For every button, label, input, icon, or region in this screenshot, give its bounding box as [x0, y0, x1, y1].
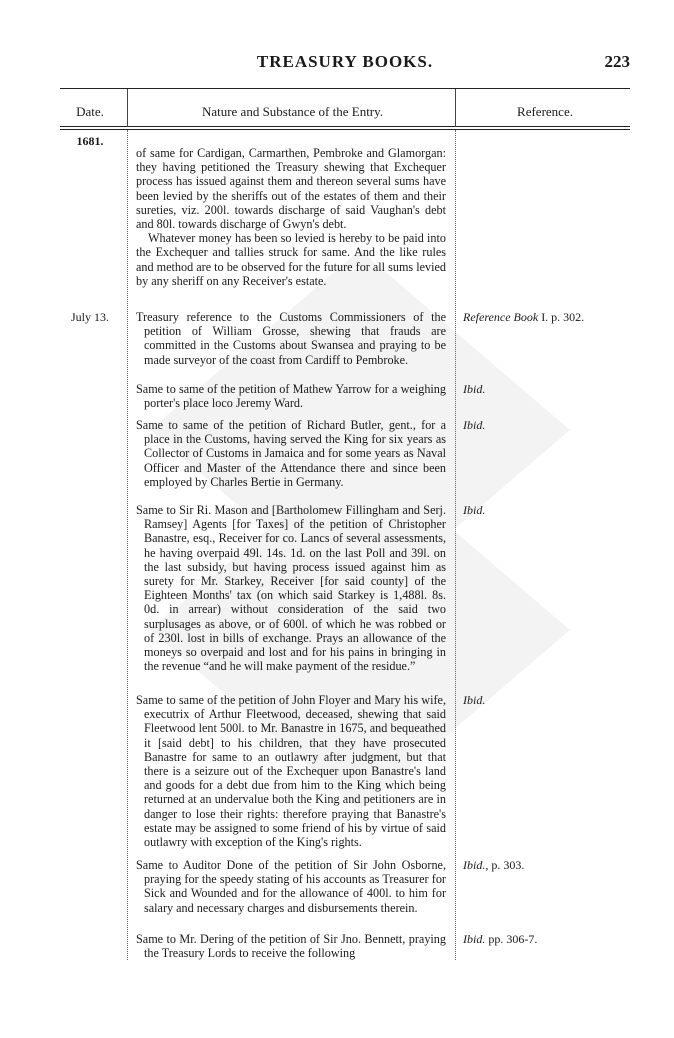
reference-source: Ibid.: [463, 693, 486, 707]
entry-paragraph: Same to Auditor Done of the petition of Sir John Osborne, praying for the speedy stating of his accounts as Treasurer for Sick and Wounded and for the allowance of 400l. to him for salary and necessary charges and disbursements therein.: [136, 858, 446, 915]
entry-reference: [463, 310, 633, 325]
entry-reference: [463, 932, 633, 947]
entry-text: [136, 310, 446, 367]
entry-text: [136, 858, 446, 915]
entry-date: July 13.: [70, 310, 109, 324]
column-divider-1: [127, 89, 128, 127]
header-top-rule: [60, 88, 630, 89]
column-heading-reference: Reference.: [517, 104, 573, 119]
entry-text: [136, 382, 446, 410]
entry-reference: [463, 418, 633, 433]
reference-page: , p. 303.: [485, 858, 525, 872]
page-header: [60, 52, 630, 76]
reference-source: Ibid.: [463, 932, 486, 946]
reference-page: pp. 306-7.: [485, 932, 538, 946]
reference-source: Ibid.: [463, 418, 486, 432]
entry-paragraph: Same to Sir Ri. Mason and [Bartholomew Fillingham and Serj. Ramsey] Agents [for Taxes] of the petition of Christopher Banastre, esq., Receiver for co. Lancs of several assessments, he having overpaid 49l. 14s. 1d. on the last Poll and 39l. on the last subsidy, but having process issued against him as surety for Mr. Starkey, Receiver [for said county] of the Eighteen Months' tax (on which said Starkey is 1,488l. 8s. 0d. in arrear) without consideration of the said two surplusages as above, or of 600l. of which he was robbed or of 230l. lost in bills of exchange. Prays an allowance of the moneys so overpaid and lost and for his pains in bringing in the revenue “and he will make payment of the residue.”: [136, 503, 446, 674]
reference-page: I. p. 302.: [538, 310, 585, 324]
column-divider-2: [455, 89, 456, 127]
entry-paragraph: Same to same of the petition of Richard Butler, gent., for a place in the Customs, having served the King for six years as Collector of Customs in Jamaica and for some years as Naval Officer and Master of the Attendance there and since been employed by Charles Bertie in Germany.: [136, 418, 446, 489]
entry-paragraph: Same to same of the petition of Mathew Yarrow for a weighing porter's place loco Jeremy Ward.: [136, 382, 446, 411]
header-bottom-rule-2: [60, 129, 630, 130]
entry-reference: [463, 503, 633, 518]
entry-text: [136, 146, 446, 288]
reference-source: Ibid.: [463, 858, 486, 872]
column-guide-1: [127, 130, 128, 960]
entry-text: [136, 418, 446, 489]
running-title: TREASURY BOOKS.: [256, 52, 434, 71]
entry-text: [136, 932, 446, 960]
entry-reference: [463, 693, 633, 708]
column-heading-nature: Nature and Substance of the Entry.: [201, 104, 384, 119]
entry-text: [136, 503, 446, 673]
entry-paragraph: Whatever money has been so levied is hereby to be paid into the Exchequer and tallies struck for same. And the like rules and method are to be observed for the future for all sums levied by any sheriff on any Receiver's estate.: [136, 231, 447, 288]
column-heading-date: Date.: [76, 104, 104, 119]
column-guide-2: [455, 130, 456, 960]
entry-text: [136, 693, 446, 849]
entry-paragraph: of same for Cardigan, Carmarthen, Pembroke and Glamorgan: they having petitioned the Treasury shewing that Exchequer process has issued against them and thereon several sums have been levied by the sheriffs out of the estates of them and their sureties, viz. 200l. towards discharge of said Vaughan's debt and 80l. towards discharge of Gwyn's debt.: [136, 146, 446, 232]
reference-source: Reference Book: [463, 310, 539, 324]
reference-source: Ibid.: [463, 382, 486, 396]
entry-year: 1681.: [76, 134, 104, 148]
reference-source: Ibid.: [463, 503, 486, 517]
entry-reference: [463, 382, 633, 397]
entry-paragraph: Same to same of the petition of John Floyer and Mary his wife, executrix of Arthur Fleetwood, deceased, shewing that said Fleetwood lent 500l. to Mr. Banastre in 1675, and bequeathed it [said debt] to his children, that they have prosecuted Banastre for same to an outlawry after judgment, but that there is a seizure out of the Exchequer upon Banastre's land and goods for a debt due from him to the King which being returned at an undervalue both the King and petitioners are in danger to lose their rights: therefore praying that Banastre's estate may be assigned to some friend of his by virtue of said outlawry with exception of the King's rights.: [136, 693, 446, 850]
entry-reference: [463, 858, 633, 873]
entry-paragraph: Treasury reference to the Customs Commissioners of the petition of William Grosse, shewing that frauds are committed in the Customs about Swansea and praying to be made surveyor of the coast from Cardiff to Pembroke.: [136, 310, 446, 367]
page-number: 223: [604, 52, 630, 71]
entry-paragraph: Same to Mr. Dering of the petition of Sir Jno. Bennett, praying the Treasury Lords to receive the following: [136, 932, 446, 961]
header-bottom-rule: [60, 126, 630, 127]
